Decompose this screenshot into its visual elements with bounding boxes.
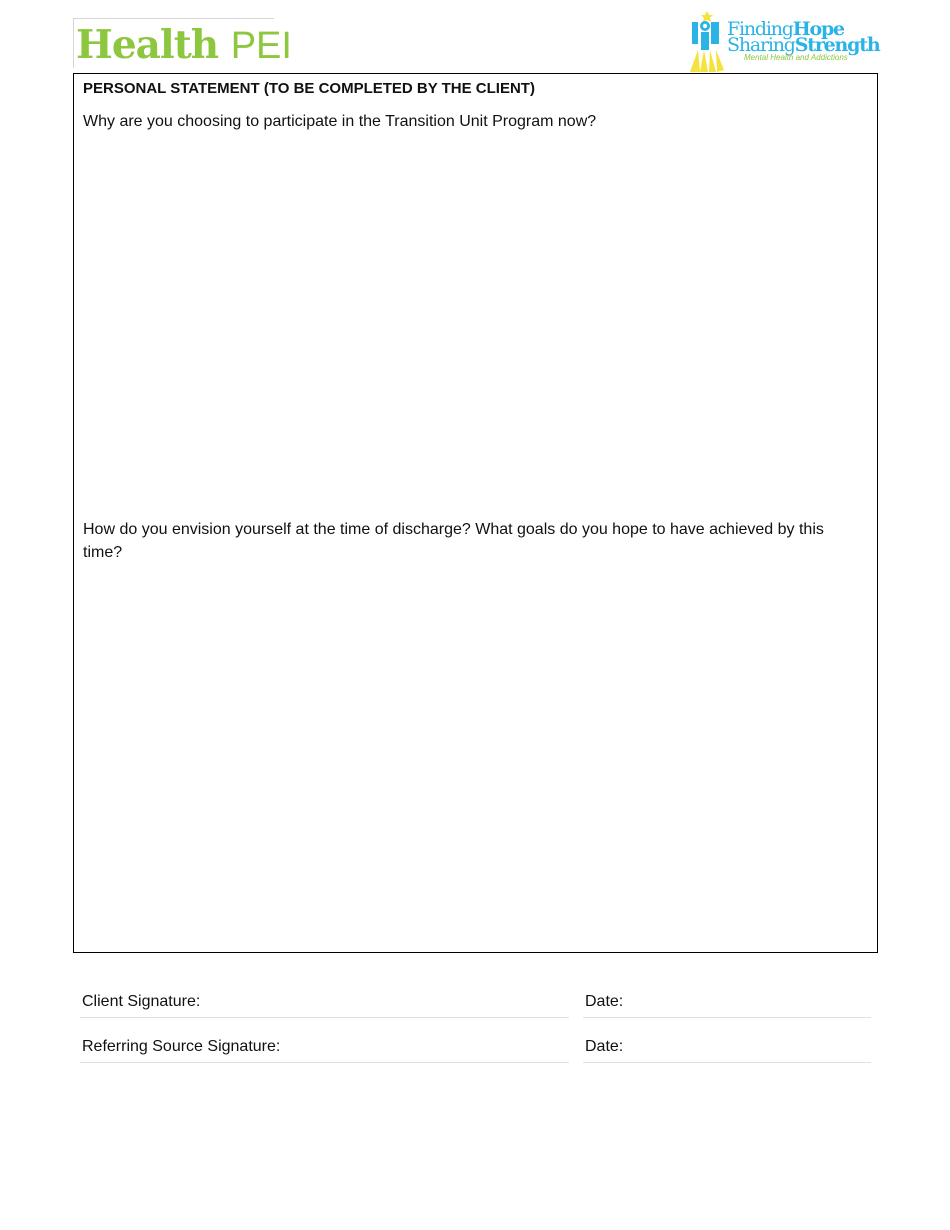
logo-health-text: Health <box>76 22 219 68</box>
referring-date-field[interactable]: Date: <box>583 1035 871 1063</box>
referring-signature-field[interactable]: Referring Source Signature: <box>80 1035 569 1063</box>
logo-finding-text: Finding <box>727 18 793 40</box>
health-pei-logo <box>73 18 292 68</box>
client-signature-row <box>80 990 871 1020</box>
logo-subtitle: Mental Health and Addictions <box>744 53 848 62</box>
logo-pei-text: PEI <box>230 25 292 67</box>
client-signature-field[interactable]: Client Signature: <box>80 990 569 1018</box>
logo-hope-text: Hope <box>792 18 844 40</box>
client-date-field[interactable]: Date: <box>583 990 871 1018</box>
health-pei-wordmark <box>76 22 292 69</box>
personal-statement-box[interactable] <box>73 73 878 953</box>
finding-hope-logo <box>686 10 880 72</box>
referring-signature-row <box>80 1035 871 1065</box>
section-heading: PERSONAL STATEMENT (TO BE COMPLETED BY THE CLIENT) <box>83 80 535 97</box>
logo-sharing-text: Sharing <box>727 34 795 56</box>
logo-tagline-line2 <box>727 35 879 55</box>
logo-strength-text: Strength <box>794 34 880 56</box>
question-why-participate: Why are you choosing to participate in the Transition Unit Program now? <box>83 113 597 130</box>
question-discharge-goals: How do you envision yourself at the time of discharge? What goals do you hope to have achieved by this time? <box>83 521 824 561</box>
hope-figure-icon <box>686 10 726 72</box>
